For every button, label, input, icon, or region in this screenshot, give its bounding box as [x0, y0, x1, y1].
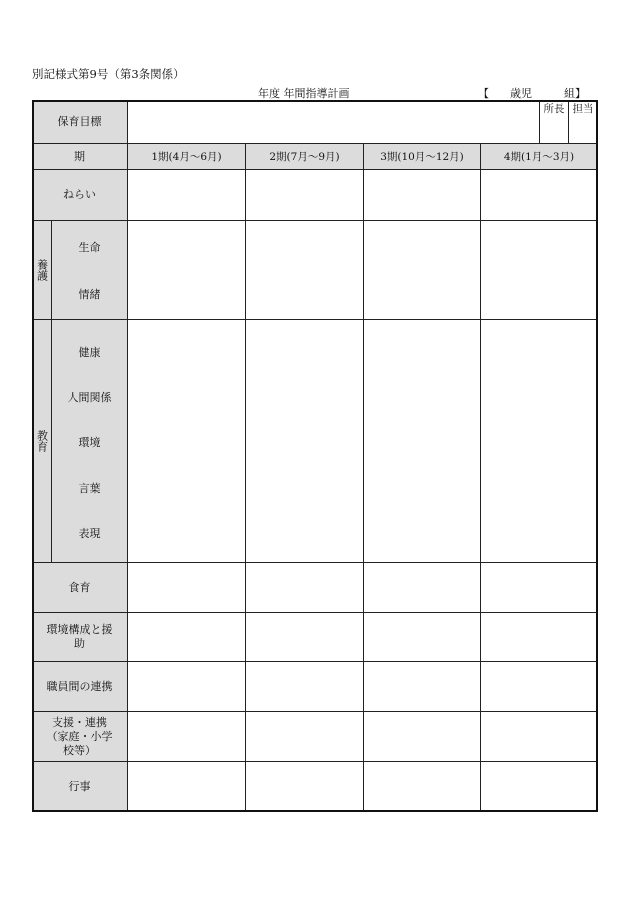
education-cell-4[interactable] — [481, 320, 598, 563]
aim-cell-4[interactable] — [481, 170, 598, 221]
food-education-cell-2[interactable] — [246, 563, 364, 613]
class-label: 組】 — [564, 87, 586, 100]
environment-support-cell-1[interactable] — [128, 613, 246, 662]
staff-coordination-label: 職員間の連携 — [32, 662, 128, 712]
aim-cell-1[interactable] — [128, 170, 246, 221]
period-header-3: 3期(10月〜12月) — [364, 144, 481, 170]
support-cooperation-cell-2[interactable] — [246, 712, 364, 762]
goal-input[interactable] — [128, 100, 540, 144]
environment-support-cell-2[interactable] — [246, 613, 364, 662]
nursing-items — [52, 221, 128, 320]
events-label: 行事 — [32, 762, 128, 812]
education-item-language: 言葉 — [78, 482, 101, 495]
events-cell-4[interactable] — [481, 762, 598, 812]
period-header-1: 1期(4月〜6月) — [128, 144, 246, 170]
staff-coordination-cell-4[interactable] — [481, 662, 598, 712]
staff-coordination-cell-3[interactable] — [364, 662, 481, 712]
events-cell-3[interactable] — [364, 762, 481, 812]
education-item-environment: 環境 — [78, 436, 101, 449]
education-item-health: 健康 — [78, 346, 101, 359]
education-item-expression: 表現 — [78, 527, 101, 540]
education-cell-1[interactable] — [128, 320, 246, 563]
support-cooperation-cell-4[interactable] — [481, 712, 598, 762]
staff-stamp-box[interactable]: 担当 — [569, 100, 598, 144]
food-education-cell-4[interactable] — [481, 563, 598, 613]
events-cell-2[interactable] — [246, 762, 364, 812]
period-header-4: 4期(1月〜3月) — [481, 144, 598, 170]
goal-label: 保育目標 — [32, 100, 128, 144]
nursing-item-life: 生命 — [78, 241, 101, 254]
nursing-cell-2[interactable] — [246, 221, 364, 320]
events-cell-1[interactable] — [128, 762, 246, 812]
nursing-cell-3[interactable] — [364, 221, 481, 320]
staff-coordination-cell-2[interactable] — [246, 662, 364, 712]
age-label: 歳児 — [510, 87, 532, 100]
nursing-cell-1[interactable] — [128, 221, 246, 320]
nursing-group-label: 養護 — [32, 221, 52, 320]
annual-plan-table — [32, 100, 598, 812]
nursing-cell-4[interactable] — [481, 221, 598, 320]
food-education-label: 食育 — [32, 563, 128, 613]
education-item-relationships: 人間関係 — [67, 391, 112, 404]
staff-coordination-cell-1[interactable] — [128, 662, 246, 712]
education-group-label: 教育 — [32, 320, 52, 563]
environment-support-label: 環境構成と援助 — [32, 613, 128, 662]
support-cooperation-label: 支援・連携（家庭・小学校等） — [32, 712, 128, 762]
nursing-item-emotion: 情緒 — [78, 288, 101, 301]
period-label: 期 — [32, 144, 128, 170]
education-cell-2[interactable] — [246, 320, 364, 563]
support-cooperation-cell-3[interactable] — [364, 712, 481, 762]
food-education-cell-1[interactable] — [128, 563, 246, 613]
food-education-cell-3[interactable] — [364, 563, 481, 613]
aim-cell-2[interactable] — [246, 170, 364, 221]
aim-cell-3[interactable] — [364, 170, 481, 221]
period-header-2: 2期(7月〜9月) — [246, 144, 364, 170]
education-cell-3[interactable] — [364, 320, 481, 563]
form-title: 別記様式第9号（第3条関係） — [32, 67, 185, 81]
aim-label: ねらい — [32, 170, 128, 221]
support-cooperation-cell-1[interactable] — [128, 712, 246, 762]
bracket-open: 【 — [478, 87, 489, 100]
class-field — [478, 85, 588, 99]
approver-stamp-box[interactable]: 所長 — [540, 100, 569, 144]
plan-title: 年度 年間指導計画 — [258, 87, 350, 100]
environment-support-cell-3[interactable] — [364, 613, 481, 662]
environment-support-cell-4[interactable] — [481, 613, 598, 662]
education-items — [52, 320, 128, 563]
